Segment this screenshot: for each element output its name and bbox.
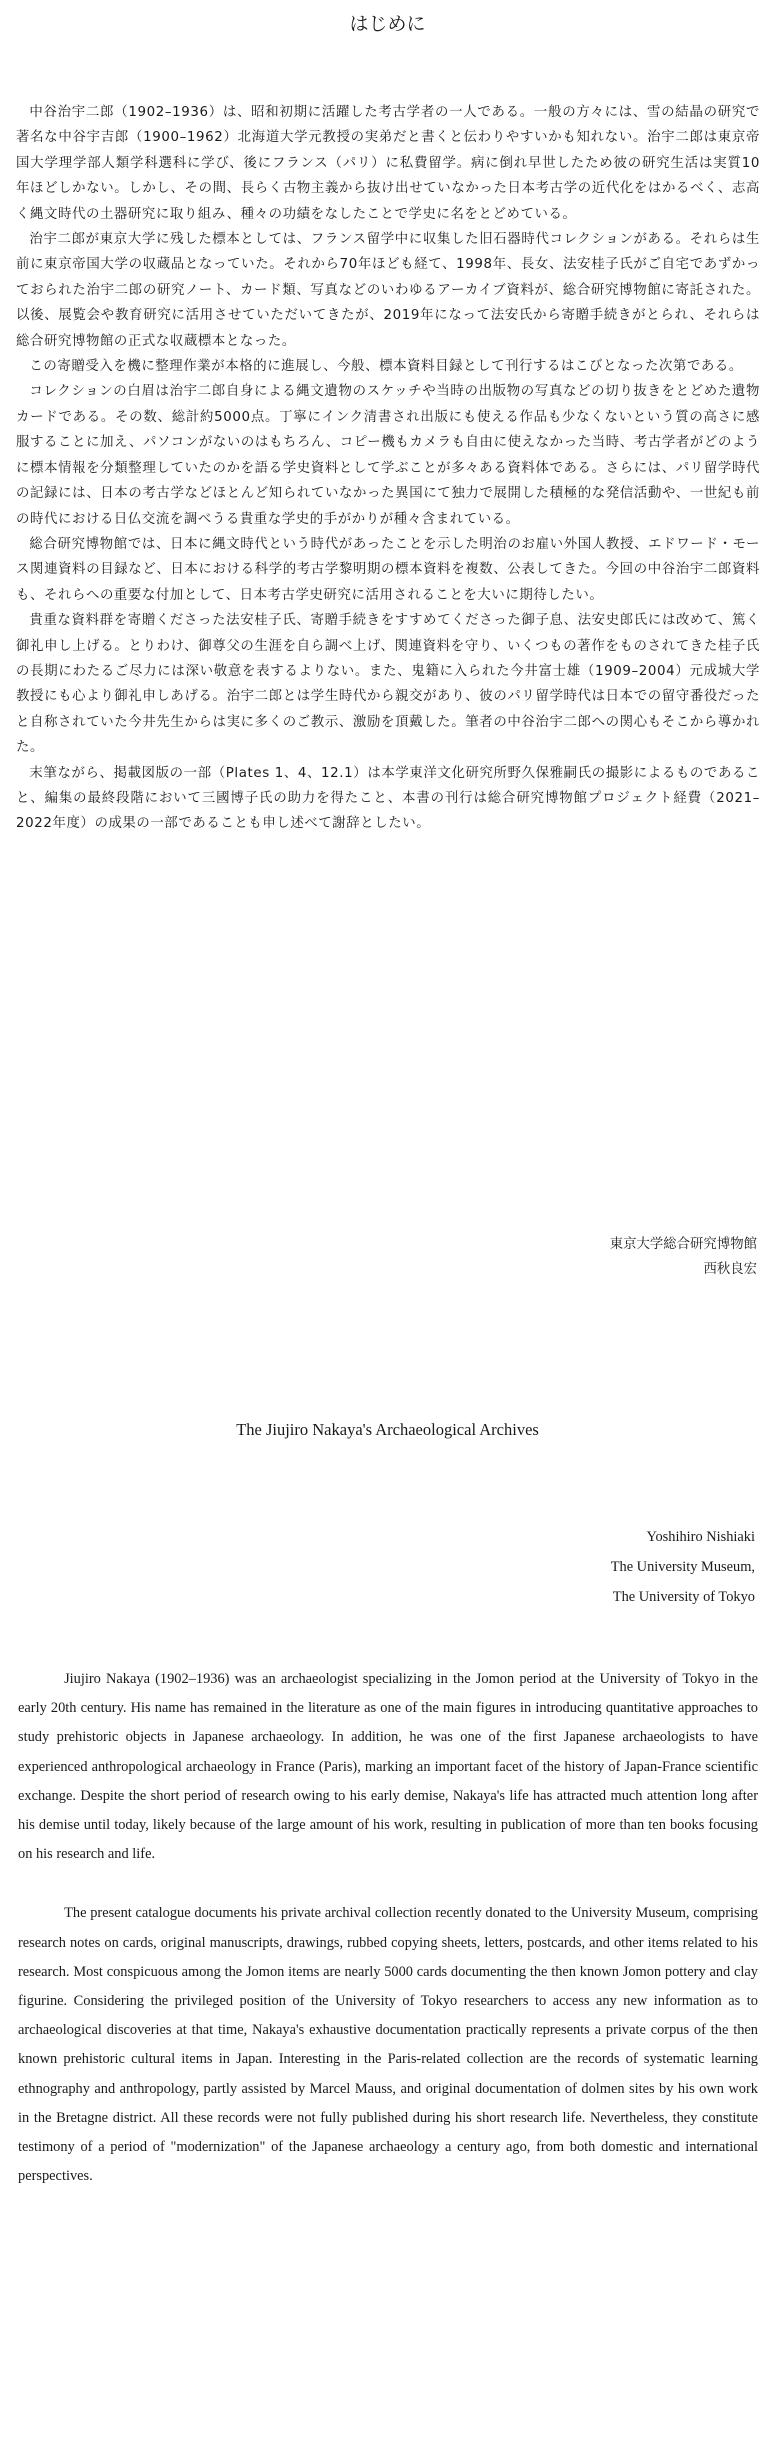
english-paragraph: The present catalogue documents his private archival collection recently donated to the University Museum, comprising research notes on cards, original manuscripts, drawings, rubbed copying sheets, letters, postcards, and other items related to his research. Most conspicuous among the Jomon items are nearly 5000 cards documenting the then known Jomon pottery and clay figurine. Considering the privileged position of the University of Tokyo researchers to access any new information as to archaeological discoveries at that time, Nakaya's exhaustive documentation practically represents a private corpus of the then known prehistoric cultural items in Japan. Interesting in the Paris-related collection are the records of systematic learning ethnography and anthropology, partly assisted by Marcel Mauss, and original documentation of dolmen sites by his own work in the Bretagne district. All these records were not fully published during his short research life. Nevertheless, they constitute testimony of a period of "modernization" of the Japanese archaeology a century ago, from both domestic and international perspectives. (18, 1905, 758, 2185)
signature-organization: 東京大学総合研究博物館 (609, 1237, 757, 1252)
japanese-signature (610, 1232, 757, 1282)
japanese-paragraph: 末筆ながら、掲載図版の一部（Plates 1、4、12.1）は本学東洋文化研究所野久保雅嗣氏の撮影によるものであること、編集の最終段階において三國博子氏の助力を得たこと、本書の刊行は総合研究博物館プロジェクト経費（2021–2022年度）の成果の一部であることも申し述べて謝辞としたい。 (16, 765, 760, 832)
japanese-paragraph: この寄贈受入を機に整理作業が本格的に進展し、今般、標本資料目録として刊行するはこびとなった次第である。 (29, 359, 743, 375)
japanese-paragraph: 治宇二郎が東京大学に残した標本としては、フランス留学中に収集した旧石器時代コレクションがある。それらは生前に東京帝国大学の収蔵品となっていた。それから70年ほども経て、1998年、長女、法安桂子氏がご自宅であずかっておられた治宇二郎の研究ノート、カード類、写真などのいわゆるアーカイブ資料が、総合研究博物館に寄託された。以後、展覧会や教育研究に活用させていただいてきたが、2019年になって法安氏から寄贈手続きがとられ、それらは総合研究博物館の正式な収蔵標本となった。 (16, 232, 760, 349)
japanese-page-title: はじめに (349, 13, 426, 35)
english-body-text (18, 1665, 758, 2191)
author-affiliation-line-2: The University of Tokyo (612, 1589, 755, 1605)
japanese-paragraph: 総合研究博物館では、日本に縄文時代という時代があったことを示した明治のお雇い外国人教授、エドワード・モース関連資料の目録など、日本における科学的考古学黎明期の標本資料を複数、公表してきた。今回の中谷治宇二郎資料も、それらへの重要な付加として、日本考古学史研究に活用されることを大いに期待したい。 (16, 536, 760, 603)
english-title: The Jiujiro Nakaya's Archaeological Archives (236, 1420, 539, 1439)
author-name: Yoshihiro Nishiaki (646, 1529, 755, 1545)
japanese-paragraph: コレクションの白眉は治宇二郎自身による縄文遺物のスケッチや当時の出版物の写真などの切り抜きをとどめた遺物カードである。その数、総計約5000点。丁寧にインク清書され出版にも使える作品も少なくないという質の高さに感服することに加え、パソコンがないのはもちろん、コピー機もカメラも自由に使えなかった当時、考古学者がどのように標本情報を分類整理していたのかを語る学史資料として学ぶことが多々ある資料体である。さらには、パリ留学時代の記録には、日本の考古学などほとんど知られていなかった異国にて独力で展開した積極的な発信活動や、一世紀も前の時代における日仏交流を調べうる貴重な学史的手がかりが種々含まれている。 (16, 384, 760, 527)
japanese-paragraph: 貴重な資料群を寄贈くださった法安桂子氏、寄贈手続きをすすめてくださった御子息、法安史郎氏には改めて、篤く御礼申し上げる。とりわけ、御尊父の生涯を自ら調べ上げ、関連資料を守り、いくつもの著作をものされてきた桂子氏の長期にわたるご尽力には深い敬意を表するよりない。また、鬼籍に入られた今井富士雄（1909–2004）元成城大学教授にも心より御礼申しあげる。治宇二郎とは学生時代から親交があり、彼のパリ留学時代は日本での留守番役だったと自称されていた今井先生からは実に多くのご教示、激励を頂戴した。筆者の中谷治宇二郎への関心もそこから導かれた。 (16, 613, 760, 756)
english-paragraph: Jiujiro Nakaya (1902–1936) was an archaeologist specializing in the Jomon period at the University of Tokyo in the early 20th century. His name has remained in the literature as one of the main figures in introducing quantitative approaches to study prehistoric objects in Japanese archaeology. In addition, he was one of the first Japanese archaeologists to have experienced anthropological archaeology in France (Paris), marking an important facet of the history of Japan-France scientific exchange. Despite the short period of research owing to his early demise, Nakaya's life has attracted much attention long after his demise until today, likely because of the large amount of his work, resulting in publication of more than ten books focusing on his research and life. (18, 1671, 758, 1863)
english-author-block (611, 1522, 755, 1612)
author-affiliation-line-1: The University Museum, (610, 1559, 755, 1575)
japanese-paragraph: 中谷治宇二郎（1902–1936）は、昭和初期に活躍した考古学者の一人である。一般の方々には、雪の結晶の研究で著名な中谷宇吉郎（1900–1962）北海道大学元教授の実弟だと書くと伝わりやすいかも知れない。治宇二郎は東京帝国大学理学部人類学科選科に学び、後にフランス（パリ）に私費留学。病に倒れ早世したため彼の研究生活は実質10年ほどしかない。しかし、その間、長らく古物主義から抜け出せていなかった日本考古学の近代化をはかるべく、志高く縄文時代の土器研究に取り組み、種々の功績をなしたことで学史に名をとどめている。 (16, 105, 760, 222)
japanese-body-text (16, 100, 760, 837)
signature-author-name: 西秋良宏 (703, 1262, 757, 1277)
